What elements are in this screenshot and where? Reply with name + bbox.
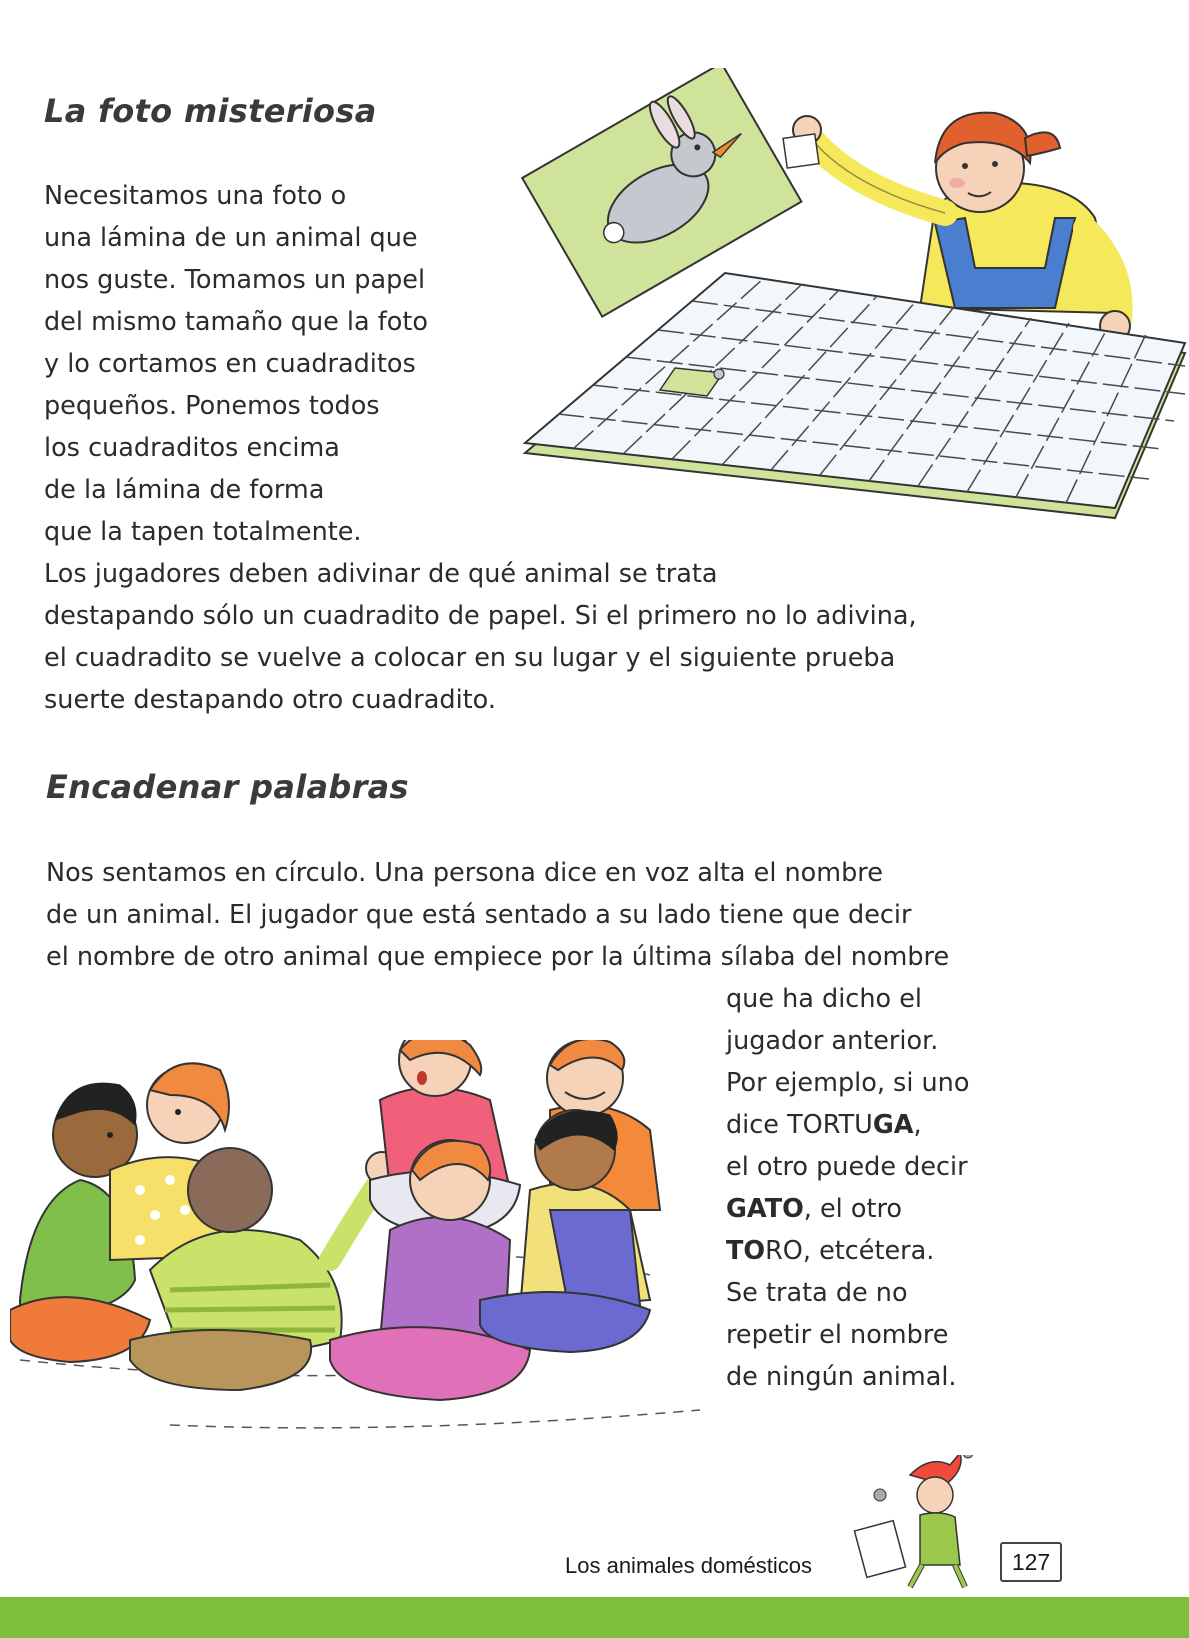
text-line: del mismo tamaño que la foto: [44, 307, 428, 337]
chapter-footer: Los animales domésticos: [565, 1553, 813, 1578]
text-line: Nos sentamos en círculo. Una persona dice en voz alta el nombre: [46, 858, 883, 888]
text-line: de un animal. El jugador que está sentado a su lado tiene que decir: [46, 900, 912, 930]
syllable-highlight: GA: [726, 1194, 765, 1224]
text-line: Por ejemplo, si uno: [726, 1068, 970, 1098]
section-heading-encadenar-palabras: Encadenar palabras: [46, 768, 409, 806]
text-line: el nombre de otro animal que empiece por la última sílaba del nombre: [46, 942, 950, 972]
text-line: suerte destapando otro cuadradito.: [44, 685, 496, 715]
text-fragment: ,: [913, 1110, 922, 1140]
page-number: 127: [1000, 1542, 1062, 1582]
bottom-green-band: [0, 1597, 1189, 1638]
children-circle-illustration: [10, 1040, 710, 1440]
text-line: Necesitamos una foto o: [44, 181, 347, 211]
section-2-side-column: [726, 978, 969, 1398]
mystery-photo-illustration: [495, 68, 1189, 558]
text-line: una lámina de un animal que: [44, 223, 418, 253]
text-line: de la lámina de forma: [44, 475, 325, 505]
section-2-paragraph: [46, 852, 949, 978]
text-line: jugador anterior.: [726, 1026, 939, 1056]
text-line: de ningún animal.: [726, 1362, 957, 1392]
text-line: el cuadradito se vuelve a colocar en su lugar y el siguiente prueba: [44, 643, 896, 673]
text-fragment: dice TORTU: [726, 1110, 873, 1140]
text-fragment: RO, etcétera.: [765, 1236, 935, 1266]
text-line: y lo cortamos en cuadraditos: [44, 349, 416, 379]
text-line: destapando sólo un cuadradito de papel. Si el primero no lo adivina,: [44, 601, 917, 631]
syllable-highlight: TO: [764, 1194, 804, 1224]
example-line-gato: [726, 1188, 969, 1230]
text-fragment: , el otro: [803, 1194, 902, 1224]
text-line: los cuadraditos encima: [44, 433, 340, 463]
section-heading-la-foto-misteriosa: La foto misteriosa: [44, 92, 377, 130]
syllable-highlight: GA: [872, 1110, 914, 1140]
text-line: el otro puede decir: [726, 1152, 968, 1182]
text-line: que ha dicho el: [726, 984, 922, 1014]
jester-mascot-illustration: [850, 1455, 1000, 1595]
example-line-toro: [726, 1230, 969, 1272]
text-line: pequeños. Ponemos todos: [44, 391, 380, 421]
example-line-tortuga: [726, 1104, 969, 1146]
text-line: nos guste. Tomamos un papel: [44, 265, 426, 295]
syllable-highlight: TO: [726, 1236, 766, 1266]
text-line: repetir el nombre: [726, 1320, 949, 1350]
text-line: Los jugadores deben adivinar de qué animal se trata: [44, 559, 718, 589]
text-line: Se trata de no: [726, 1278, 908, 1308]
text-line: que la tapen totalmente.: [44, 517, 362, 547]
